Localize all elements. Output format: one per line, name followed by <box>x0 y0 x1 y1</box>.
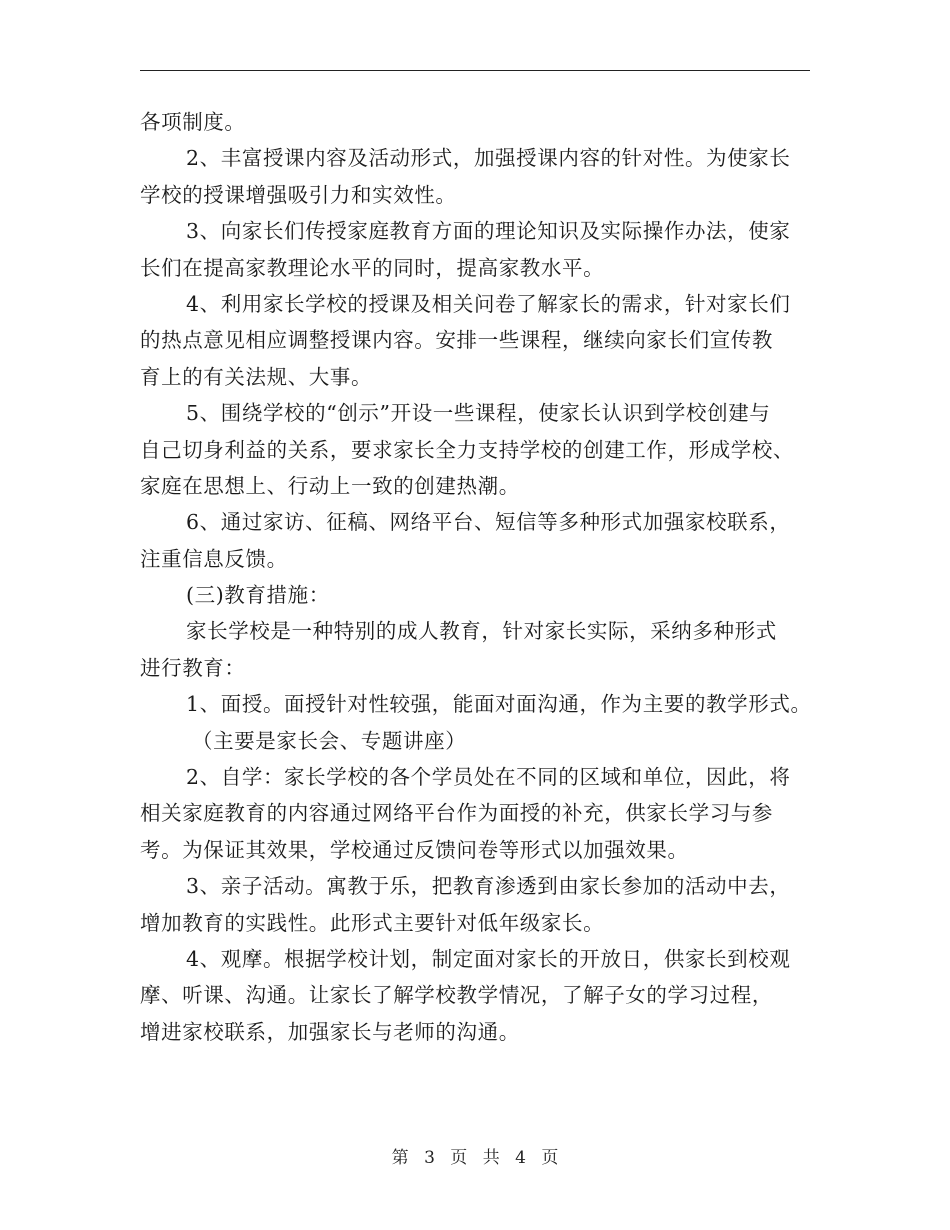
text-line: 考。为保证其效果，学校通过反馈问卷等形式以加强效果。 <box>140 837 689 862</box>
text-line: 4、利用家长学校的授课及相关问卷了解家长的需求，针对家长们 <box>186 291 791 316</box>
text-line: 进行教育： <box>140 655 246 680</box>
text-line: (三)教育措施： <box>186 583 330 608</box>
text-line: 2、自学：家长学校的各个学员处在不同的区域和单位，因此，将 <box>186 765 791 790</box>
text-line: 增进家校联系，加强家长与老师的沟通。 <box>140 1019 520 1044</box>
text-line: 增加教育的实践性。此形式主要针对低年级家长。 <box>140 910 605 935</box>
text-line: 家庭在思想上、行动上一致的创建热潮。 <box>140 473 520 498</box>
total-pages-number: 4 <box>515 1148 526 1168</box>
text-line: 摩、听课、沟通。让家长了解学校教学情况，了解子女的学习过程， <box>140 983 773 1008</box>
text-line: 相关家庭教育的内容通过网络平台作为面授的补充，供家长学习与参 <box>140 801 773 826</box>
total-suffix: 页 <box>541 1148 559 1168</box>
text-line: 3、亲子活动。寓教于乐，把教育渗透到由家长参加的活动中去， <box>186 874 791 899</box>
text-line: 学校的授课增强吸引力和实效性。 <box>140 182 457 207</box>
header-rule <box>140 70 810 71</box>
text-line: 家长学校是一种特别的成人教育，针对家长实际，采纳多种形式 <box>186 619 777 644</box>
text-line: 3、向家长们传授家庭教育方面的理论知识及实际操作办法，使家 <box>186 219 791 244</box>
page-prefix: 第 <box>391 1148 409 1168</box>
text-line: 长们在提高家教理论水平的同时，提高家教水平。 <box>140 255 605 280</box>
text-line: 的热点意见相应调整授课内容。安排一些课程，继续向家长们宣传教 <box>140 328 773 353</box>
text-line: 注重信息反馈。 <box>140 546 288 571</box>
text-line: 1、面授。面授针对性较强，能面对面沟通，作为主要的教学形式。 <box>186 692 812 717</box>
text-line: 6、通过家访、征稿、网络平台、短信等多种形式加强家校联系， <box>186 510 791 535</box>
page-footer <box>0 1147 950 1169</box>
current-page-number: 3 <box>424 1148 435 1168</box>
text-line: 4、观摩。根据学校计划，制定面对家长的开放日，供家长到校观 <box>186 946 791 971</box>
text-line: 自己切身利益的关系，要求家长全力支持学校的创建工作，形成学校、 <box>140 437 795 462</box>
page-word: 页 <box>450 1148 468 1168</box>
text-line: 2、丰富授课内容及活动形式，加强授课内容的针对性。为使家长 <box>186 146 791 171</box>
text-line: 各项制度。 <box>140 110 246 134</box>
text-line: 5、围绕学校的“创示”开设一些课程，使家长认识到学校创建与 <box>186 401 771 426</box>
document-body <box>140 104 830 1050</box>
text-line: 育上的有关法规、大事。 <box>140 364 373 389</box>
total-prefix: 共 <box>482 1148 500 1168</box>
text-line: （主要是家长会、专题讲座） <box>192 728 467 753</box>
